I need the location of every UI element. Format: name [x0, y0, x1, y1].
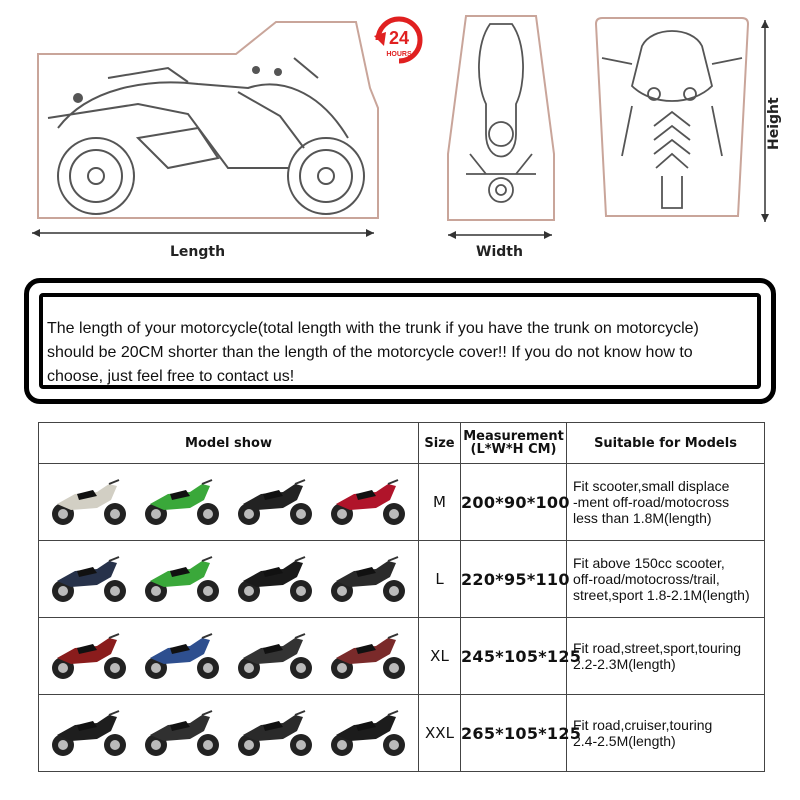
table-row	[39, 541, 765, 618]
suitable-cell	[567, 695, 765, 772]
suitable-line: 2.4-2.5M(length)	[573, 733, 676, 749]
suitable-line: off-road/motocross/trail,	[573, 571, 720, 587]
suitable-line: less than 1.8M(length)	[573, 510, 712, 526]
top-view-cover-diagram	[592, 16, 752, 224]
motorcycle-model-icon	[233, 630, 317, 682]
table-row	[39, 464, 765, 541]
width-arrow	[444, 228, 556, 242]
suitable-cell	[567, 464, 765, 541]
24-hours-badge-icon	[372, 10, 426, 70]
table-row	[39, 695, 765, 772]
table-row	[39, 618, 765, 695]
measurement-cell: 265*105*125	[461, 695, 567, 772]
suitable-line: -ment off-road/motocross	[573, 494, 730, 510]
width-label: Width	[476, 244, 523, 260]
header-model-show: Model show	[39, 423, 419, 464]
suitable-line: Fit above 150cc scooter,	[573, 555, 725, 571]
motorcycle-model-icon	[140, 630, 224, 682]
motorcycle-model-icon	[233, 476, 317, 528]
header-measurement-title: Measurement	[463, 429, 564, 444]
suitable-cell	[567, 618, 765, 695]
notice-box	[24, 278, 776, 404]
notice-inner-frame	[39, 293, 761, 389]
motorcycle-model-icon	[47, 553, 131, 605]
size-cell: XL	[419, 618, 461, 695]
length-arrow	[28, 226, 378, 240]
size-chart-table	[38, 422, 765, 772]
size-cell: M	[419, 464, 461, 541]
motorcycle-model-icon	[326, 630, 410, 682]
suitable-line: Fit road,street,sport,touring	[573, 640, 742, 656]
motorcycle-model-icon	[326, 553, 410, 605]
measurement-cell: 220*95*110	[461, 541, 567, 618]
table-header-row	[39, 423, 765, 464]
motorcycle-model-icon	[140, 707, 224, 759]
suitable-cell	[567, 541, 765, 618]
measurement-cell: 245*105*125	[461, 618, 567, 695]
side-view-cover-diagram	[18, 18, 388, 223]
model-show-cell	[39, 618, 419, 695]
notice-line: should be 20CM shorter than the length of the motorcycle cover!! If you do not know how to	[47, 344, 693, 361]
size-cell: XXL	[419, 695, 461, 772]
model-show-cell	[39, 695, 419, 772]
notice-text	[47, 317, 755, 389]
svg-text:HOURS: HOURS	[386, 51, 412, 58]
motorcycle-model-icon	[233, 553, 317, 605]
svg-text:24: 24	[388, 28, 410, 48]
motorcycle-model-icon	[140, 476, 224, 528]
header-size: Size	[419, 423, 461, 464]
suitable-line: street,sport 1.8-2.1M(length)	[573, 587, 750, 603]
notice-line: The length of your motorcycle(total length with the trunk if you have the trunk on motorcycle)	[47, 320, 699, 337]
front-view-cover-diagram	[446, 14, 556, 226]
motorcycle-model-icon	[140, 553, 224, 605]
header-measurement	[461, 423, 567, 464]
model-show-cell	[39, 541, 419, 618]
motorcycle-model-icon	[326, 707, 410, 759]
suitable-line: Fit road,cruiser,touring	[573, 717, 713, 733]
notice-line: choose, just feel free to contact us!	[47, 368, 295, 385]
suitable-line: 2.2-2.3M(length)	[573, 656, 676, 672]
motorcycle-model-icon	[233, 707, 317, 759]
motorcycle-model-icon	[47, 630, 131, 682]
header-measurement-units: (L*W*H CM)	[470, 442, 557, 457]
height-label: Height	[766, 97, 782, 150]
size-cell: L	[419, 541, 461, 618]
motorcycle-model-icon	[47, 707, 131, 759]
measurement-cell: 200*90*100	[461, 464, 567, 541]
motorcycle-model-icon	[326, 476, 410, 528]
header-suitable-models: Suitable for Models	[567, 423, 765, 464]
suitable-line: Fit scooter,small displace	[573, 478, 730, 494]
model-show-cell	[39, 464, 419, 541]
length-label: Length	[170, 244, 226, 260]
motorcycle-model-icon	[47, 476, 131, 528]
